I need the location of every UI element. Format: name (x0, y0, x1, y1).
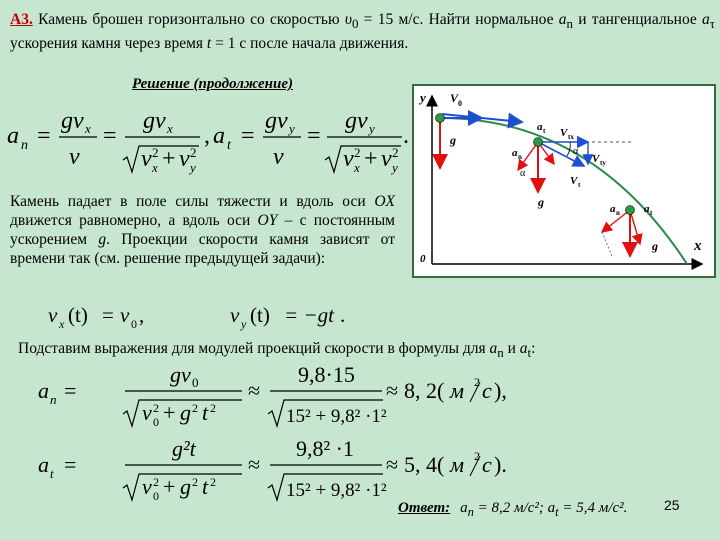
svg-text:2: 2 (152, 145, 159, 160)
svg-text:t: t (202, 474, 209, 499)
svg-text:=: = (37, 123, 51, 149)
svg-text:y: y (420, 90, 426, 105)
svg-text:g: g (345, 108, 357, 134)
svg-text:α: α (573, 146, 579, 157)
svg-text:g: g (180, 474, 191, 499)
svg-text:≈: ≈ (248, 452, 261, 477)
svg-text:=: = (103, 123, 117, 149)
svg-text:+: + (163, 474, 176, 499)
svg-text:0: 0 (153, 489, 159, 503)
svg-text:9,8² ·1: 9,8² ·1 (296, 436, 354, 461)
svg-text:2: 2 (153, 475, 159, 489)
velocity-equations (40, 300, 360, 336)
svg-text:g²t: g²t (172, 436, 196, 461)
svg-text:).: ). (494, 452, 507, 477)
svg-text:2: 2 (354, 145, 361, 160)
svg-text:v: v (179, 146, 190, 172)
svg-text:.: . (340, 303, 346, 327)
stone-point-2 (534, 138, 543, 147)
stone-point-3 (626, 206, 635, 215)
svg-text:t: t (202, 400, 209, 425)
formula-an-at (5, 100, 410, 180)
svg-text:y: y (369, 121, 375, 136)
svg-text:≈: ≈ (386, 378, 399, 403)
svg-text:x: x (167, 121, 173, 136)
svg-text:15² + 9,8² ·1²: 15² + 9,8² ·1² (286, 480, 387, 501)
svg-text:x: x (59, 317, 65, 331)
svg-text:ty: ty (600, 159, 606, 167)
svg-text:8, 2(: 8, 2( (404, 378, 445, 403)
svg-text:y: y (190, 160, 196, 175)
svg-text:V: V (570, 175, 578, 187)
svg-text:0: 0 (192, 375, 199, 390)
svg-text:2: 2 (210, 475, 216, 489)
svg-text:g: g (538, 195, 544, 209)
svg-text:t: t (543, 127, 546, 135)
svg-text:a: a (512, 147, 518, 159)
svg-text:t: t (50, 466, 54, 481)
svg-text:=: = (102, 303, 114, 327)
svg-text:v: v (73, 108, 84, 134)
svg-text:15² + 9,8² ·1²: 15² + 9,8² ·1² (286, 406, 387, 427)
svg-text:2: 2 (190, 145, 197, 160)
svg-text:gv: gv (170, 362, 191, 387)
svg-text:v: v (343, 146, 354, 172)
explanation-paragraph: Камень падает в поле силы тяжести и вдоль оси OX движется равномерно, а вдоль оси OY – с постоянным ускорением g. Проекции скорости камня зависят от времени так (см. решение предыдущей задачи): (10, 193, 396, 267)
svg-text:tx: tx (568, 133, 574, 141)
svg-text:2: 2 (192, 475, 198, 489)
svg-text:v: v (142, 474, 152, 499)
svg-text:(t): (t) (68, 303, 88, 327)
svg-text:V: V (560, 127, 568, 139)
svg-text:v: v (357, 108, 368, 134)
problem-tag: А3. (10, 11, 33, 28)
svg-text:=: = (241, 123, 255, 149)
svg-text:y: y (289, 121, 295, 136)
svg-text:g: g (180, 400, 191, 425)
svg-text:x: x (85, 121, 91, 136)
svg-text:a: a (7, 123, 19, 149)
svg-text:≈: ≈ (248, 378, 261, 403)
svg-text:x: x (354, 160, 360, 175)
svg-text:y: y (241, 317, 247, 331)
svg-text:9,8·15: 9,8·15 (298, 362, 355, 387)
svg-text:a: a (38, 452, 49, 477)
svg-text:= −gt: = −gt (284, 303, 334, 327)
svg-text:n: n (50, 392, 57, 407)
svg-text:g: g (265, 108, 277, 134)
svg-text:2: 2 (474, 375, 480, 389)
svg-text:v: v (48, 303, 58, 327)
solution-heading: Решение (продолжение) (132, 76, 293, 92)
svg-text:0: 0 (420, 253, 426, 265)
svg-text:v: v (142, 400, 152, 425)
svg-text:v: v (273, 144, 284, 170)
svg-text:n: n (21, 138, 28, 153)
svg-text:t: t (650, 209, 653, 217)
svg-text:t: t (578, 181, 581, 189)
svg-text:V: V (450, 91, 459, 105)
svg-text:n: n (616, 209, 620, 217)
svg-text:g: g (652, 239, 658, 253)
substitution-paragraph: Подставим выражения для модулей проекций скорости в формулы для $a_n$ и $a_t$: (18, 340, 536, 361)
svg-text:v: v (230, 303, 240, 327)
svg-text:v: v (381, 146, 392, 172)
svg-text:2: 2 (210, 401, 216, 415)
svg-text:0: 0 (131, 317, 137, 331)
svg-text:=: = (64, 378, 77, 403)
svg-text:g: g (61, 108, 73, 134)
svg-text:y: y (392, 160, 398, 175)
svg-text:),: ), (494, 378, 507, 403)
svg-text:a: a (537, 121, 543, 133)
trajectory-diagram (412, 84, 716, 278)
svg-text:n: n (518, 153, 522, 161)
svg-text:v: v (120, 303, 130, 327)
svg-text:0: 0 (458, 99, 462, 108)
svg-text:a: a (644, 203, 650, 215)
svg-text:=: = (307, 123, 321, 149)
problem-statement: А3. Камень брошен горизонтально со скоростью $\upsilon_0 = 15$ м/с. Найти нормальное $a_n$ и тангенциальное $a_\tau$ ускорения камня через время t = 1 с после начала движения. (10, 11, 715, 53)
svg-text:α: α (520, 168, 526, 179)
svg-text:+: + (162, 146, 176, 172)
svg-text:с: с (482, 452, 492, 477)
answer-label: Ответ: (398, 500, 451, 516)
svg-text:g: g (143, 108, 155, 134)
svg-text:x: x (152, 160, 158, 175)
svg-text:a: a (610, 203, 616, 215)
svg-text:v: v (141, 146, 152, 172)
svg-text:м: м (450, 378, 465, 403)
svg-text:+: + (364, 146, 378, 172)
svg-text:+: + (163, 400, 176, 425)
page-number: 25 (664, 497, 680, 513)
answer-line: Ответ: $a_n = 8,2$ м/с²; $a_t = 5,4$ м/с². (398, 500, 628, 519)
svg-text:2: 2 (392, 145, 399, 160)
svg-text:м: м (450, 452, 465, 477)
svg-text:с: с (482, 378, 492, 403)
svg-text:V: V (592, 153, 600, 165)
svg-text:5, 4(: 5, 4( (404, 452, 445, 477)
svg-text:a: a (213, 123, 225, 149)
svg-text:v: v (155, 108, 166, 134)
svg-text:x: x (694, 238, 702, 254)
svg-text:a: a (38, 378, 49, 403)
svg-text:g: g (450, 133, 456, 147)
svg-text:t: t (227, 138, 231, 153)
svg-text:≈: ≈ (386, 452, 399, 477)
svg-text:0: 0 (153, 415, 159, 429)
svg-text:.: . (403, 123, 409, 149)
svg-text:v: v (69, 144, 80, 170)
svg-text:2: 2 (474, 449, 480, 463)
svg-text:=: = (64, 452, 77, 477)
svg-text:2: 2 (192, 401, 198, 415)
calc-an (30, 358, 530, 434)
svg-text:2: 2 (153, 401, 159, 415)
svg-text:v: v (277, 108, 288, 134)
svg-text:,: , (204, 123, 210, 149)
svg-text:,: , (139, 303, 145, 327)
svg-text:(t): (t) (250, 303, 270, 327)
diagram-frame (413, 85, 715, 277)
